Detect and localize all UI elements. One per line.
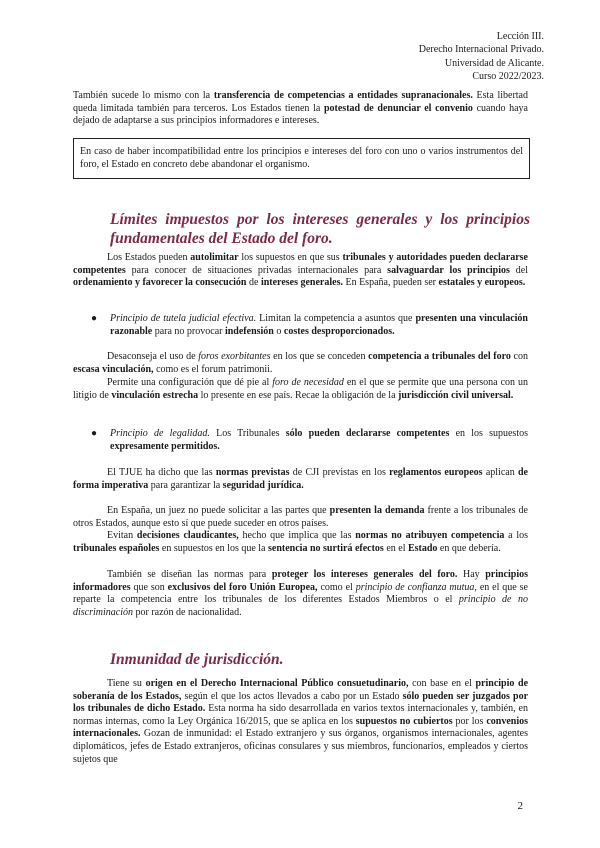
header-university: Universidad de Alicante. bbox=[444, 57, 544, 69]
bullet-icon: ● bbox=[91, 428, 98, 439]
bullet-icon: ● bbox=[91, 313, 98, 324]
paragraph-intereses-generales: También se diseñan las normas para proteger los intereses generales del foro. Hay principios informadores que son exclusivos del foro Unión Europea, como el principio de confianza mutua, en el que se reparte la competencia entre los tribunales de los diferentes Estados Miembros o el principio de no discriminación por razón de nacionalidad. bbox=[73, 569, 528, 618]
paragraph-autolimit: Los Estados pueden autolimitar los supuestos en que sus tribunales y autoridades pueden declararse competentes para conocer de situaciones privadas internacionales para salvaguardar los principios del ordenamiento y favorecer la consecución de intereses generales. En España, pueden ser estatales y europeos. bbox=[73, 252, 528, 289]
paragraph-tjue: El TJUE ha dicho que las normas previstas de CJI previstas en los reglamentos europeos aplican de forma imperativa para garantizar la seguridad jurídica. bbox=[73, 467, 528, 491]
bullet-tutela-judicial: ● Principio de tutela judicial efectiva. Limitan la competencia a asuntos que presenten una vinculación razonable para no provocar indefensión o costes desproporcionados. bbox=[91, 313, 528, 337]
paragraph-foros-exorbitantes: Desaconseja el uso de foros exorbitantes en los que se conceden competencia a tribunales del foro con escasa vinculación, como es el forum patrimonii. bbox=[73, 351, 528, 375]
header-subject: Derecho Internacional Privado. bbox=[418, 44, 544, 56]
paragraph-espana-demanda: En España, un juez no puede solicitar a las partes que presenten la demanda frente a los tribunales de otros Estados, aunque esto sí que puede suceder en otros países. bbox=[73, 505, 528, 529]
page-header bbox=[419, 30, 544, 83]
header-course: Curso 2022/2023. bbox=[472, 70, 544, 82]
section-heading-inmunidad: Inmunidad de jurisdicción. bbox=[110, 651, 284, 668]
page-number: 2 bbox=[517, 800, 523, 812]
paragraph-claudicantes: Evitan decisiones claudicantes, hecho que implica que las normas no atribuyen competencia a los tribunales españoles en supuestos en los que la sentencia no surtirá efectos en el Estado en que debería. bbox=[73, 530, 529, 554]
header-lesson: Lección III. bbox=[496, 31, 544, 42]
paragraph-inmunidad: Tiene su origen en el Derecho Internacional Público consuetudinario, con base en el principio de soberanía de los Estados, según el que los actos llevados a cabo por un Estado sólo pueden ser juzgados por los tribunales de dicho Estado. Esta norma ha sido desarrollada en varios textos internacionales y, también, en normas internas, como la Ley Orgánica 16/2015, que se aplica en los supuestos no cubiertos por los convenios internacionales. Gozan de inmunidad: el Estado extranjero y sus órganos, organismos internacionales, agentes diplomáticos, jefes de Estado extranjeros, oficinas consulares y sus miembros, funcionarios, empleados y ciertos sujetos que bbox=[73, 678, 529, 765]
paragraph-foro-necesidad: Permite una configuración que dé pie al foro de necesidad en el que se permite que una persona con un litigio de vinculación estrecha lo presente en ese país. Recae la obligación de la jurisdicción civil universal. bbox=[73, 377, 528, 401]
highlight-box bbox=[73, 138, 530, 179]
section-heading-limits: Límites impuestos por los intereses generales y los principios fundamentales del Estado del foro. bbox=[110, 211, 530, 247]
intro-paragraph: También sucede lo mismo con la transferencia de competencias a entidades supranacionales. Esta libertad queda limitada también para terceros. Los Estados tienen la potestad de denunciar el convenio cuando haya dejado de adaptarse a sus principios informadores e intereses. bbox=[73, 90, 528, 127]
bullet-legalidad: ● Principio de legalidad. Los Tribunales sólo pueden declararse competentes en los supuestos expresamente permitidos. bbox=[91, 428, 528, 452]
highlight-box-text: En caso de haber incompatibilidad entre los principios e intereses del foro con uno o varios instrumentos del foro, el Estado en concreto debe abandonar el organismo. bbox=[80, 146, 523, 170]
